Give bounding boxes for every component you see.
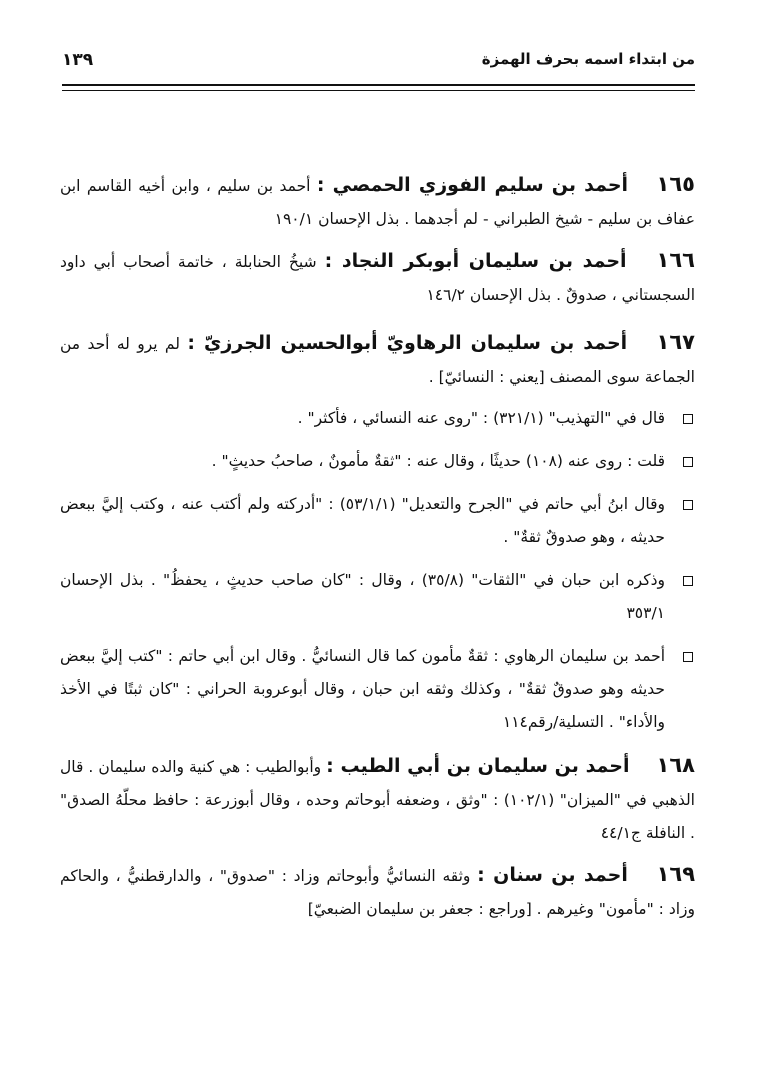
entry-text: وأبوالطيب : هي كنية والده سليمان . قال الذهبي في "الميزان" (١٠٢/١) : "وثق ، وضعفه أبوحاتم وحده ، وقال أبوزرعة : حافظ محلّهُ الصدق" . النافلة ج٤٤/١ (60, 758, 695, 842)
note-text: قلت : روى عنه (١٠٨) حديثًا ، وقال عنه : "ثقةٌ مأمونٌ ، صاحبُ حديثٍ" . (211, 452, 665, 470)
header-rule (62, 84, 695, 86)
page-header (62, 50, 695, 76)
note-text: أحمد بن سليمان الرهاوي : ثقةٌ مأمون كما قال النسائيُّ . وقال ابن أبي حاتم : "كتب إليَّ ببعض حديثه وهو صدوقٌ ثقةٌ" ، وكذلك وثقه ابن حبان ، وقال أبوعروبة الحراني : "كان ثبتًا في الأخذ والأداء" . التسلية/رقم١١٤ (60, 647, 665, 731)
entry-text: أحمد بن سليم ، وابن أخيه القاسم ابن عفاف بن سليم - شيخ الطبراني - لم أجدهما . بذل الإحسان ١٩٠/١ (60, 177, 695, 228)
header-rule-thin (62, 90, 695, 91)
entry-number: ١٦٧ (656, 330, 695, 354)
page-number: ١٣٩ (62, 50, 94, 70)
note-text: وقال ابنُ أبي حاتم في "الجرح والتعديل" (٥٣/١/١) : "أدركته ولم أكتب عنه ، وكتب إليَّ ببعض حديثه ، وهو صدوقٌ ثقةٌ" . (60, 495, 665, 546)
entry-number: ١٦٨ (656, 753, 695, 777)
narrator-name: أحمد بن سليمان بن أبي الطيب : (326, 755, 630, 777)
entry-number: ١٦٦ (656, 248, 695, 272)
page-body (60, 168, 695, 934)
entry-text: شيخُ الحنابلة ، خاتمة أصحاب أبي داود السجستاني ، صدوقٌ . بذل الإحسان ١٤٦/٢ (60, 253, 695, 304)
entry-168 (60, 749, 695, 850)
note-item (60, 488, 695, 554)
note-text: قال في "التهذيب" (٣٢١/١) : "روى عنه النسائي ، فأكثر" . (297, 409, 665, 427)
running-title: من ابتداء اسمه بحرف الهمزة (481, 50, 695, 68)
entry-165 (60, 168, 695, 236)
entry-number: ١٦٩ (656, 862, 696, 886)
narrator-name: أحمد بن سليمان الرهاويّ أبوالحسين الجرزيّ : (187, 332, 628, 354)
narrator-name: أحمد بن سليم الفوزي الحمصي : (316, 174, 629, 196)
narrator-name: أحمد بن سليمان أبوبكر النجاد : (324, 250, 627, 272)
entry-169 (60, 858, 695, 926)
note-text: وذكره ابن حبان في "الثقات" (٣٥/٨) ، وقال : "كان صاحب حديثٍ ، يحفظُ" . بذل الإحسان ٣٥٣/١ (60, 571, 665, 622)
narrator-name: أحمد بن سنان : (477, 864, 628, 886)
square-bullet-icon (683, 576, 693, 586)
note-item (60, 445, 695, 478)
note-item (60, 402, 695, 435)
entry-number: ١٦٥ (656, 172, 695, 196)
entry-text: وثقه النسائيُّ وأبوحاتم وزاد : "صدوق" ، والدارقطنيُّ ، والحاكم وزاد : "مأمون" وغيرهم . [وراجع : جعفر بن سليمان الضبعيّ] (60, 867, 695, 918)
entry-167 (60, 326, 695, 394)
square-bullet-icon (683, 500, 693, 510)
square-bullet-icon (683, 652, 693, 662)
note-item (60, 640, 695, 739)
square-bullet-icon (683, 457, 693, 467)
note-item (60, 564, 695, 630)
entry-text: لم يرو له أحد من الجماعة سوى المصنف [يعني : النسائيّ] . (60, 335, 695, 386)
entry-166 (60, 244, 695, 312)
square-bullet-icon (683, 414, 693, 424)
